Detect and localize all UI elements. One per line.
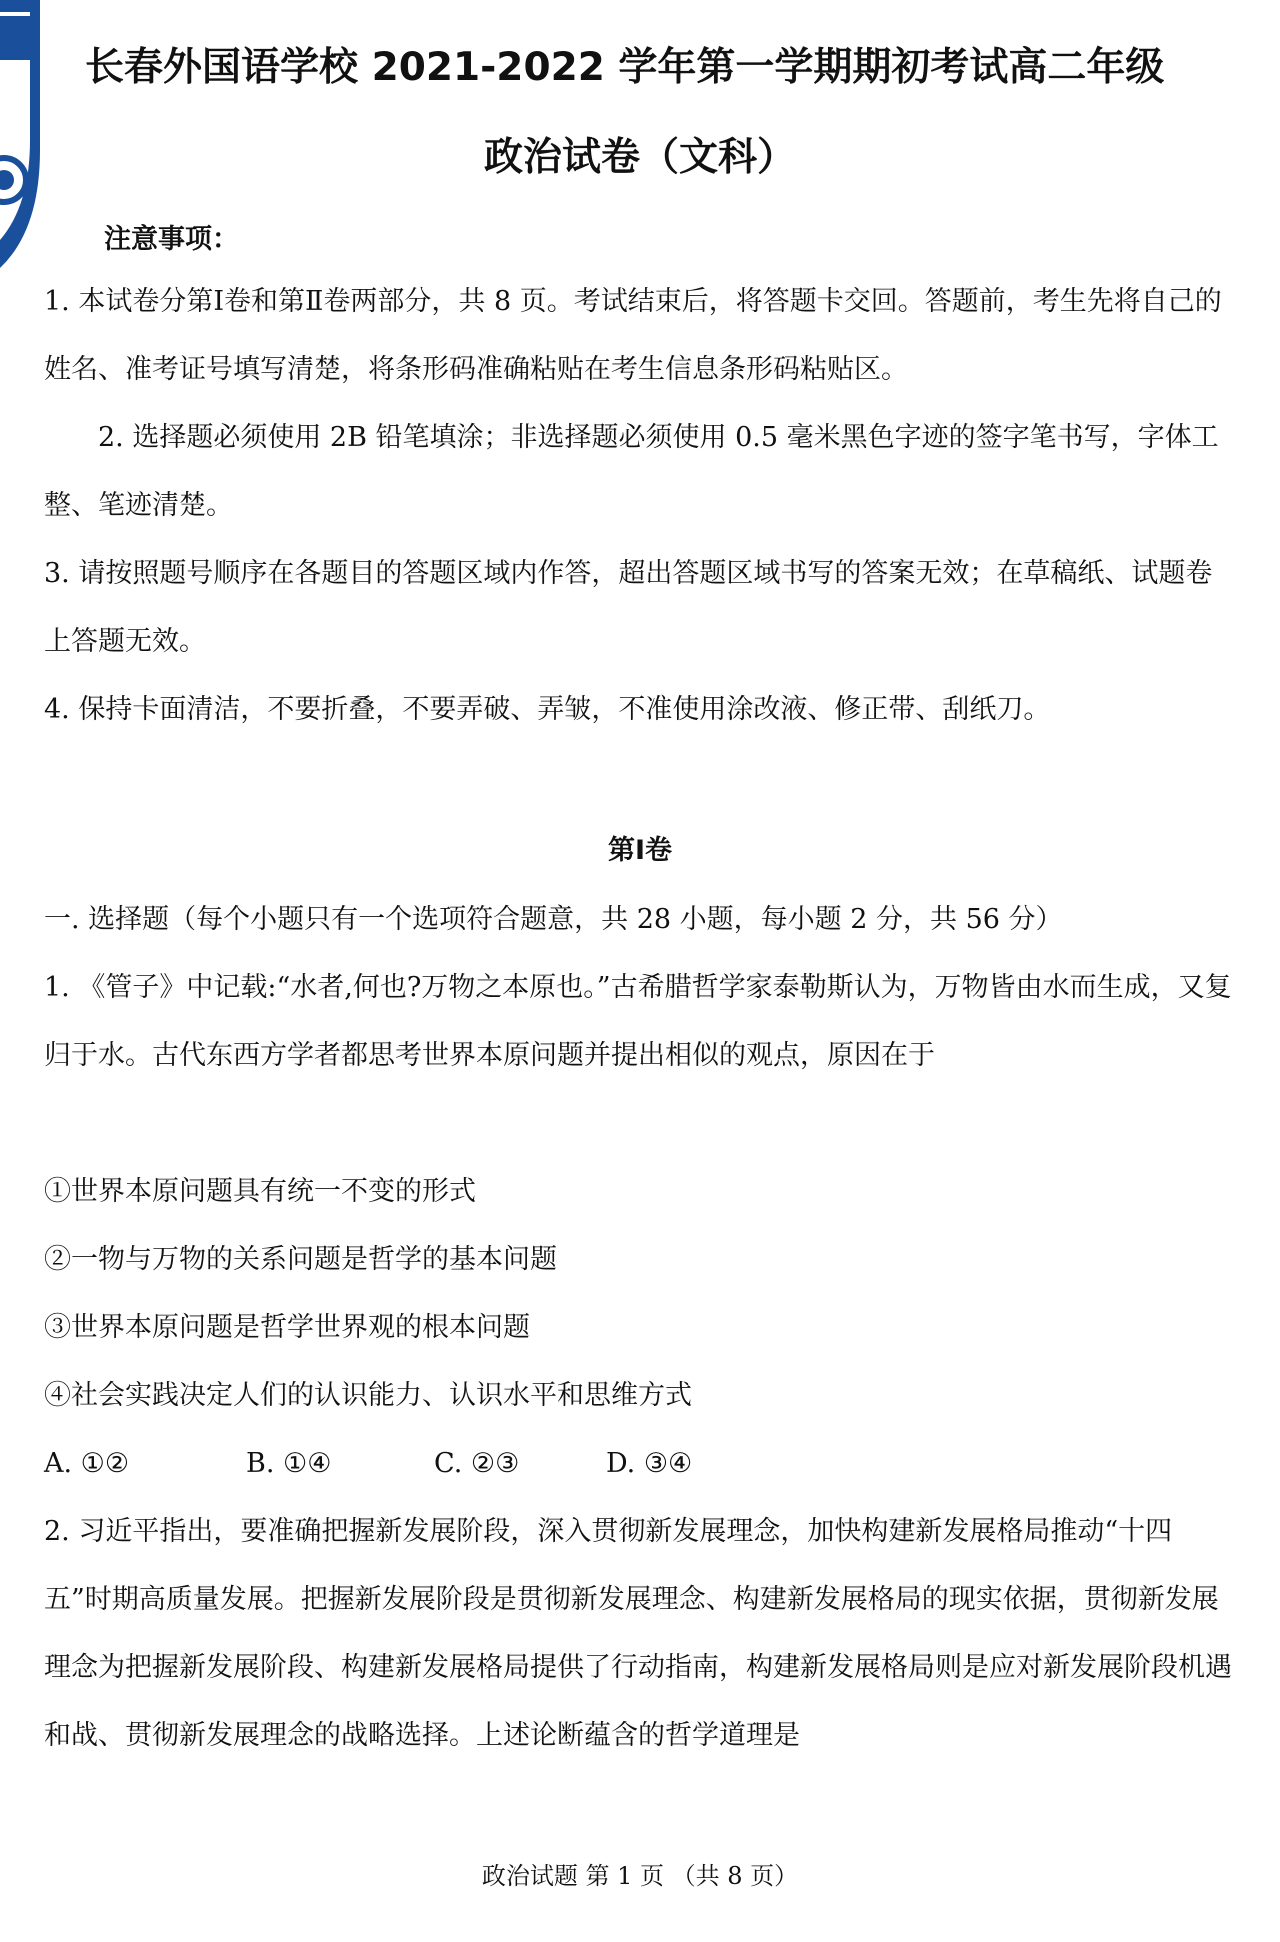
question-1-statement-4: ④社会实践决定人们的认识能力、认识水平和思维方式 xyxy=(44,1380,692,1411)
notice-item-3: 3. 请按照题号顺序在各题目的答题区域内作答，超出答题区域书写的答案无效；在草稿纸、试题卷上答题无效。 xyxy=(44,558,1213,657)
section-heading: 一. 选择题（每个小题只有一个选项符合题意，共 28 小题，每小题 2 分，共 56 分） xyxy=(44,904,1063,935)
notice-item-2: 2. 选择题必须使用 2B 铅笔填涂；非选择题必须使用 0.5 毫米黑色字迹的签字笔书写，字体工整、笔迹清楚。 xyxy=(44,422,1219,521)
notice-item-4: 4. 保持卡面清洁，不要折叠，不要弄破、弄皱，不准使用涂改液、修正带、刮纸刀。 xyxy=(44,694,1051,725)
notice-item-1: 1. 本试卷分第Ⅰ卷和第Ⅱ卷两部分，共 8 页。考试结束后，将答题卡交回。答题前，考生先将自己的姓名、准考证号填写清楚，将条形码准确粘贴在考生信息条形码粘贴区。 xyxy=(44,286,1222,385)
exam-subtitle: 政治试卷（文科） xyxy=(483,135,796,180)
part-1-title: 第Ⅰ卷 xyxy=(607,835,673,866)
page-footer: 政治试题 第 1 页 （共 8 页） xyxy=(481,1862,799,1890)
question-1-stem: 1. 《管子》中记载:“水者,何也?万物之本原也。”古希腊哲学家泰勒斯认为，万物皆由水而生成，又复归于水。古代东西方学者都思考世界本原问题并提出相似的观点，原因在于 xyxy=(44,972,1232,1071)
question-2-stem: 2. 习近平指出，要准确把握新发展阶段，深入贯彻新发展理念，加快构建新发展格局推动“十四五”时期高质量发展。把握新发展阶段是贯彻新发展理念、构建新发展格局的现实依据，贯彻新发展理念为把握新发展阶段、构建新发展格局提供了行动指南，构建新发展格局则是应对新发展阶段机遇和战、贯彻新发展理念的战略选择。上述论断蕴含的哲学道理是 xyxy=(44,1516,1232,1751)
question-1-statement-2: ②一物与万物的关系问题是哲学的基本问题 xyxy=(44,1244,557,1275)
question-1-option-d: D. ③④ xyxy=(606,1448,693,1479)
question-1-option-b: B. ①④ xyxy=(246,1448,332,1479)
question-1-statement-1: ①世界本原问题具有统一不变的形式 xyxy=(44,1176,476,1207)
exam-title: 长春外国语学校 2021-2022 学年第一学期期初考试高二年级 xyxy=(85,45,1165,90)
notice-heading: 注意事项： xyxy=(104,224,239,255)
question-1-option-c: C. ②③ xyxy=(434,1448,520,1479)
question-1-option-a: A. ①② xyxy=(44,1448,130,1479)
question-1-options xyxy=(44,1430,944,1498)
question-1-statement-3: ③世界本原问题是哲学世界观的根本问题 xyxy=(44,1312,530,1343)
